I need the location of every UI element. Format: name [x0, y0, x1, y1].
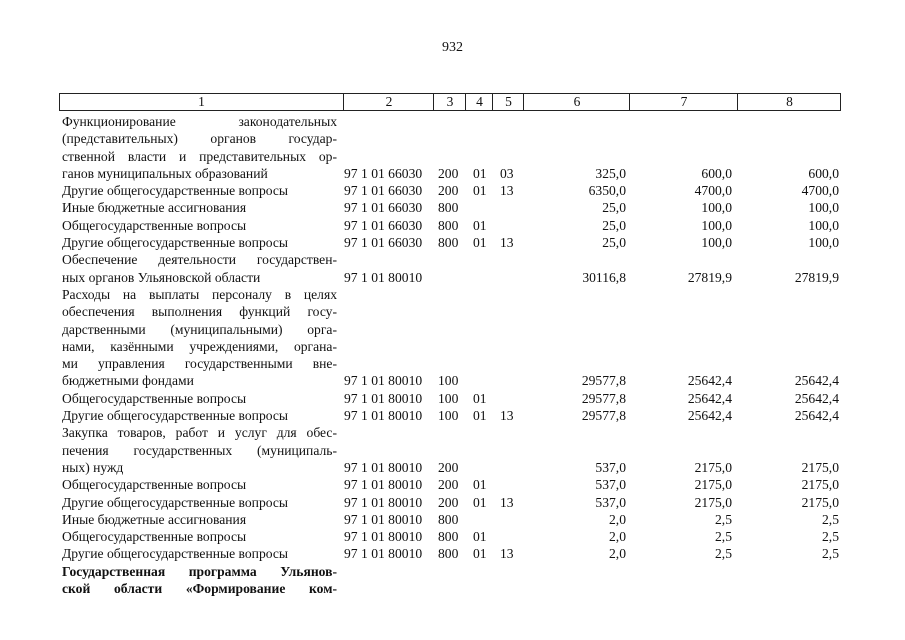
table-row: [0, 148, 905, 165]
row-col-3: 200: [438, 183, 459, 199]
row-col-3: 800: [438, 235, 459, 251]
row-value-2022: 25642,4: [687, 373, 732, 389]
row-description: ных) нужд: [62, 459, 124, 475]
row-code: 97 1 01 80010: [344, 511, 423, 527]
row-value-2022: 2175,0: [694, 494, 732, 510]
table-row: [0, 321, 905, 338]
row-value-2021: 2,0: [609, 529, 626, 545]
table-row: [0, 476, 905, 493]
row-col-3: 800: [438, 217, 459, 233]
row-value-2023: 2,5: [822, 529, 839, 545]
table-row: [0, 442, 905, 459]
row-value-2022: 25642,4: [687, 408, 732, 424]
header-col-3: 3: [433, 94, 466, 110]
row-description: ственной власти и представительных ор-: [62, 148, 337, 164]
row-col-3: 200: [438, 477, 459, 493]
row-col-4: 01: [473, 477, 487, 493]
row-value-2023: 27819,9: [794, 269, 839, 285]
row-code: 97 1 01 66030: [344, 235, 423, 251]
row-value-2022: 4700,0: [694, 183, 732, 199]
row-description: Иные бюджетные ассигнования: [62, 200, 247, 216]
row-col-3: 800: [438, 511, 459, 527]
header-col-8: 8: [737, 94, 841, 110]
row-description: ганов муниципальных образований: [62, 165, 268, 181]
table-row: [0, 528, 905, 545]
table-row: [0, 234, 905, 251]
row-description: Общегосударственные вопросы: [62, 477, 247, 493]
row-value-2023: 100,0: [808, 200, 839, 216]
row-value-2023: 4700,0: [801, 183, 839, 199]
row-description: Другие общегосударственные вопросы: [62, 235, 289, 251]
row-code: 97 1 01 80010: [344, 459, 423, 475]
row-col-3: 800: [438, 529, 459, 545]
table-row: [0, 286, 905, 303]
table-row: [0, 407, 905, 424]
row-value-2023: 600,0: [808, 165, 839, 181]
row-value-2021: 537,0: [595, 459, 626, 475]
row-value-2023: 2,5: [822, 511, 839, 527]
table-header: [59, 93, 841, 111]
row-value-2023: 25642,4: [794, 408, 839, 424]
row-col-4: 01: [473, 183, 487, 199]
row-value-2022: 100,0: [701, 235, 732, 251]
row-description: Другие общегосударственные вопросы: [62, 546, 289, 562]
row-description: печения государственных (муниципаль-: [62, 442, 337, 458]
row-value-2021: 29577,8: [581, 373, 626, 389]
row-code: 97 1 01 80010: [344, 529, 423, 545]
row-description: Функционирование законодательных: [62, 114, 337, 129]
row-value-2021: 25,0: [602, 217, 626, 233]
row-col-4: 01: [473, 217, 487, 233]
row-value-2023: 100,0: [808, 217, 839, 233]
table-row: [0, 113, 905, 130]
row-value-2021: 325,0: [595, 165, 626, 181]
row-description: обеспечения выполнения функций госу-: [62, 304, 337, 320]
row-value-2023: 100,0: [808, 235, 839, 251]
table-row: [0, 269, 905, 286]
row-value-2021: 25,0: [602, 200, 626, 216]
row-code: 97 1 01 80010: [344, 477, 423, 493]
table-row: [0, 182, 905, 199]
table-row: [0, 165, 905, 182]
row-col-4: 01: [473, 546, 487, 562]
row-col-3: 200: [438, 459, 459, 475]
row-value-2021: 29577,8: [581, 408, 626, 424]
row-col-4: 01: [473, 494, 487, 510]
row-value-2022: 2,5: [715, 546, 732, 562]
row-code: 97 1 01 66030: [344, 200, 423, 216]
row-value-2022: 25642,4: [687, 390, 732, 406]
row-value-2022: 2,5: [715, 511, 732, 527]
row-description: Другие общегосударственные вопросы: [62, 183, 289, 199]
row-value-2021: 2,0: [609, 511, 626, 527]
table-row: [0, 494, 905, 511]
row-col-4: 01: [473, 165, 487, 181]
row-description: Другие общегосударственные вопросы: [62, 408, 289, 424]
row-description: дарственными (муниципальными) орга-: [62, 321, 337, 337]
row-value-2021: 2,0: [609, 546, 626, 562]
row-value-2022: 2175,0: [694, 459, 732, 475]
row-value-2022: 600,0: [701, 165, 732, 181]
header-col-6: 6: [523, 94, 630, 110]
row-description: Другие общегосударственные вопросы: [62, 494, 289, 510]
row-code: 97 1 01 66030: [344, 165, 423, 181]
row-value-2021: 30116,8: [582, 269, 626, 285]
table-row: [0, 303, 905, 320]
header-col-1: 1: [198, 94, 205, 109]
table-row: [0, 355, 905, 372]
table-row: [0, 199, 905, 216]
row-col-5: 13: [500, 494, 514, 510]
row-code: 97 1 01 66030: [344, 183, 423, 199]
table-row: [0, 251, 905, 268]
row-description: Закупка товаров, работ и услуг для обес-: [62, 425, 337, 441]
table-row: [0, 390, 905, 407]
row-description: Расходы на выплаты персоналу в целях: [62, 286, 337, 302]
row-code: 97 1 01 80010: [344, 390, 423, 406]
table-row: [0, 424, 905, 441]
row-code: 97 1 01 80010: [344, 373, 423, 389]
row-col-4: 01: [473, 529, 487, 545]
row-col-3: 100: [438, 408, 459, 424]
row-value-2021: 6350,0: [588, 183, 626, 199]
row-col-4: 01: [473, 390, 487, 406]
row-value-2022: 2175,0: [694, 477, 732, 493]
row-code: 97 1 01 80010: [344, 408, 423, 424]
row-description: ных органов Ульяновской области: [62, 269, 261, 285]
page-number: 932: [442, 40, 463, 55]
row-value-2023: 2,5: [822, 546, 839, 562]
row-col-5: 03: [500, 165, 514, 181]
row-value-2021: 25,0: [602, 235, 626, 251]
row-col-4: 01: [473, 408, 487, 424]
table-row: [0, 580, 905, 597]
row-description: Общегосударственные вопросы: [62, 390, 247, 406]
header-col-7: 7: [629, 94, 738, 110]
row-code: 97 1 01 80010: [344, 546, 423, 562]
row-col-4: 01: [473, 235, 487, 251]
row-col-3: 100: [438, 390, 459, 406]
table-row: [0, 338, 905, 355]
row-value-2022: 100,0: [701, 217, 732, 233]
row-value-2022: 27819,9: [687, 269, 732, 285]
row-col-5: 13: [500, 546, 514, 562]
row-description: Государственная программа Ульянов-: [62, 563, 337, 579]
row-description: бюджетными фондами: [62, 373, 194, 389]
table-body: [0, 113, 905, 597]
row-description: Общегосударственные вопросы: [62, 217, 247, 233]
row-col-3: 200: [438, 165, 459, 181]
header-col-4: 4: [465, 94, 493, 110]
row-value-2023: 25642,4: [794, 390, 839, 406]
row-col-3: 800: [438, 200, 459, 216]
row-col-5: 13: [500, 183, 514, 199]
table-row: [0, 563, 905, 580]
row-description: ми управления государственными вне-: [62, 356, 337, 372]
row-col-3: 800: [438, 546, 459, 562]
row-col-3: 100: [438, 373, 459, 389]
row-value-2021: 29577,8: [581, 390, 626, 406]
table-row: [0, 459, 905, 476]
row-code: 97 1 01 80010: [344, 269, 423, 285]
header-col-5: 5: [492, 94, 524, 110]
row-description: нами, казёнными учреждениями, органа-: [62, 338, 337, 354]
header-col-2: 2: [343, 94, 434, 110]
table-row: [0, 130, 905, 147]
row-value-2023: 2175,0: [801, 494, 839, 510]
row-col-3: 200: [438, 494, 459, 510]
row-value-2021: 537,0: [595, 494, 626, 510]
row-value-2022: 100,0: [701, 200, 732, 216]
row-value-2022: 2,5: [715, 529, 732, 545]
row-description: Обеспечение деятельности государствен-: [62, 252, 337, 268]
table-row: [0, 217, 905, 234]
row-code: 97 1 01 80010: [344, 494, 423, 510]
row-value-2023: 2175,0: [801, 459, 839, 475]
table-row: [0, 545, 905, 562]
row-description: ской области «Формирование ком-: [62, 581, 337, 597]
row-value-2023: 25642,4: [794, 373, 839, 389]
row-description: (представительных) органов государ-: [62, 131, 337, 147]
table-row: [0, 372, 905, 389]
row-description: Общегосударственные вопросы: [62, 529, 247, 545]
row-code: 97 1 01 66030: [344, 217, 423, 233]
table-row: [0, 511, 905, 528]
row-col-5: 13: [500, 408, 514, 424]
row-col-5: 13: [500, 235, 514, 251]
row-value-2023: 2175,0: [801, 477, 839, 493]
row-description: Иные бюджетные ассигнования: [62, 511, 247, 527]
row-value-2021: 537,0: [595, 477, 626, 493]
